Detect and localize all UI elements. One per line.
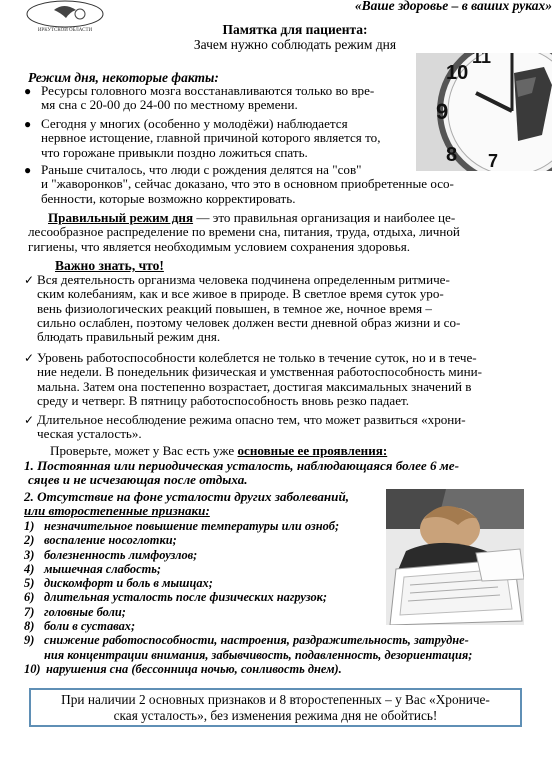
- svg-text:8: 8: [446, 144, 458, 166]
- bullet-icon: ●: [24, 117, 32, 131]
- important-heading: Важно знать, что!: [55, 258, 164, 273]
- secondary-sign: [24, 519, 534, 533]
- check-prefix: Проверьте, может у Вас есть уже: [50, 443, 238, 458]
- clock-image: [416, 53, 552, 171]
- main-sign-line: сяцев и не исчезающая после отдыха.: [28, 472, 248, 488]
- definition-term: Правильный режим дня: [48, 210, 194, 225]
- page-subtitle: Зачем нужно соблюдать режим дня: [193, 37, 397, 52]
- important-line: среду и четверг. В пятницу работоспособность вновь резко падает.: [37, 392, 410, 408]
- sign-text: ния концентрации внимания, забывчивость, подавленность, дезориентация;: [44, 647, 473, 662]
- organization-logo: [24, 0, 106, 34]
- fact-line: Ресурсы головного мозга восстанавливаются только во вре-: [41, 83, 375, 98]
- secondary-sign: [24, 590, 534, 604]
- fact-line: и "жаворонков", сейчас доказано, что это в основном приобретенные осо-: [41, 176, 454, 192]
- fact-line: что горожане привыкли поздно ложиться спать.: [41, 144, 308, 160]
- important-item: [37, 413, 532, 442]
- main-sign-1: [24, 459, 524, 488]
- sign-number: 5): [24, 576, 35, 591]
- conclusion-line: При наличии 2 основных признаков и 8 второстепенных – у Вас «Хрониче-: [61, 692, 490, 707]
- svg-text:11: 11: [472, 53, 492, 67]
- sign-number: 6): [24, 590, 35, 605]
- fact-line: нервное истощение, главной причиной которого является то,: [41, 130, 381, 146]
- secondary-sign: [24, 648, 534, 662]
- important-line: мальна. Затем она постепенно возрастает, достигая максимальных значений в: [37, 378, 472, 394]
- page-title: Памятка для пациента:: [222, 22, 368, 37]
- secondary-sign: [24, 605, 534, 619]
- sign-text: дискомфорт и боль в мышцах;: [44, 576, 213, 591]
- sign-text: головные боли;: [44, 604, 126, 619]
- sign-text: незначительное повышение температуры или озноб;: [44, 519, 340, 533]
- sign-number: 2): [24, 533, 35, 548]
- important-line: ским колебаниям, как и все живое в природе. В светлое время суток уро-: [37, 286, 444, 302]
- secondary-sign: [24, 548, 534, 562]
- fact-item: [41, 84, 411, 113]
- fact-line: бенности, которые возможно корректировать.: [41, 190, 296, 206]
- sign-number: 8): [24, 619, 35, 634]
- sign-text: боли в суставах;: [44, 619, 136, 634]
- facts-heading: Режим дня, некоторые факты:: [28, 70, 219, 85]
- main-sign-line: или второстепенные признаки:: [24, 503, 210, 519]
- conclusion-line: ская усталость», без изменения режима дня не обойтись!: [113, 708, 438, 723]
- sign-number: 1): [24, 519, 35, 533]
- slogan: «Ваше здоровье – в ваших руках»: [354, 0, 552, 13]
- definition-line: гигиены, что является необходимым условием сохранения здоровья.: [28, 238, 411, 254]
- check-emphasis: основные ее проявления:: [237, 443, 388, 458]
- sign-text: мышечная слабость;: [44, 561, 161, 576]
- important-line: Вся деятельность организма человека подчинена определенным ритмиче-: [37, 272, 450, 287]
- sign-number: 10): [24, 661, 41, 676]
- svg-text:10: 10: [446, 62, 469, 84]
- secondary-sign: [24, 633, 534, 647]
- important-item: [37, 273, 532, 344]
- secondary-signs-list: [24, 519, 534, 676]
- definition-line: лесообразное распределение по времени сна, питания, труда, отдыха, личной: [28, 224, 460, 240]
- important-line: ческая усталость».: [37, 426, 142, 442]
- important-line: сильно ослаблен, поэтому человек должен вести дневной образ жизни и со-: [37, 314, 461, 330]
- important-line: Длительное несоблюдение режима опасно тем, что может развиться «хрони-: [37, 412, 466, 427]
- important-line: Уровень работоспособности колеблется не только в течение суток, но и в тече-: [37, 350, 477, 365]
- main-sign-line: 1. Постоянная или периодическая усталость, наблюдающаяся более 6 ме-: [24, 458, 459, 473]
- svg-text:ИРКУТСКОЙ ОБЛАСТИ: ИРКУТСКОЙ ОБЛАСТИ: [37, 28, 93, 33]
- definition-paragraph: [28, 211, 528, 254]
- svg-text:9: 9: [436, 99, 449, 124]
- secondary-sign: [24, 533, 534, 547]
- sign-text: длительная усталость после физических нагрузок;: [44, 590, 328, 605]
- fact-line: мя сна с 20-00 до 24-00 по местному времени.: [41, 97, 298, 113]
- main-sign-line: 2. Отсутствие на фоне усталости других заболеваний,: [24, 489, 350, 504]
- secondary-sign: [24, 562, 534, 576]
- important-line: вень физиологических реакций повышен, в темное же, ночное время –: [37, 300, 432, 316]
- sign-number: 7): [24, 604, 35, 619]
- bullet-icon: ●: [24, 84, 32, 98]
- secondary-sign: [24, 576, 534, 590]
- bullet-icon: ●: [24, 163, 32, 177]
- sign-text: нарушения сна (бессонница ночью, сонливость днем).: [46, 661, 342, 676]
- important-line: блюдать правильный режим дня.: [37, 329, 221, 345]
- fact-line: Сегодня у многих (особенно у молодёжи) наблюдается: [41, 116, 348, 131]
- sign-text: снижение работоспособности, настроения, раздражительность, затрудне-: [44, 633, 469, 648]
- important-item: [37, 351, 532, 408]
- checkmark-icon: ✓: [24, 273, 35, 287]
- main-sign-2: [24, 490, 384, 519]
- secondary-sign: [24, 619, 534, 633]
- sign-number: 4): [24, 561, 35, 576]
- svg-text:7: 7: [488, 151, 499, 171]
- conclusion-box: [29, 688, 522, 727]
- sign-number: 9): [24, 633, 35, 648]
- sign-text: болезненность лимфоузлов;: [44, 547, 198, 562]
- checkmark-icon: ✓: [24, 351, 35, 365]
- definition-line: — это правильная организация и наиболее це-: [193, 210, 456, 225]
- sign-number: 3): [24, 547, 35, 562]
- fact-line: Раньше считалось, что люди с рождения делятся на "сов": [41, 162, 362, 177]
- sign-text: воспаление носоглотки;: [44, 533, 177, 548]
- fact-item: [41, 117, 413, 160]
- fact-item: [41, 163, 531, 206]
- important-line: ние недели. В понедельник физическая и умственная работоспособность мини-: [37, 364, 482, 380]
- secondary-sign: [24, 662, 534, 676]
- checkmark-icon: ✓: [24, 413, 35, 427]
- check-line: [50, 444, 520, 458]
